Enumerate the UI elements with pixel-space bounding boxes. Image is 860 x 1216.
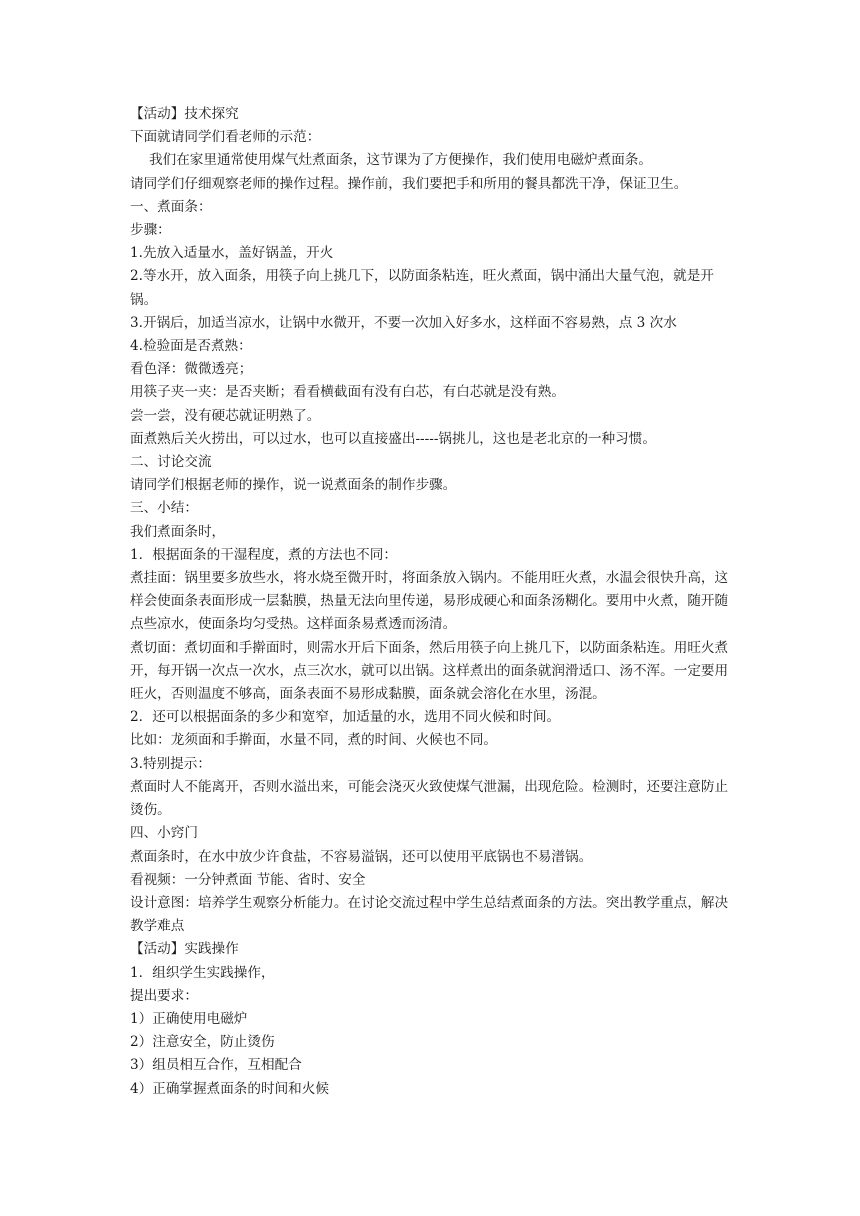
paragraph: 用筷子夹一夹：是否夹断；看看横截面有没有白芯，有白芯就是没有熟。 [130,384,565,401]
steps-label: 步骤： [130,222,171,239]
step-item: 1.先放入适量水，盖好锅盖，开火 [130,245,334,262]
paragraph: 我们在家里通常使用煤气灶煮面条，这节课为了方便操作，我们使用电磁炉煮面条。 [149,152,652,169]
list-item: 3）组员相互合作，互相配合 [130,1057,302,1074]
paragraph: 比如：龙须面和手擀面，水量不同，煮的时间、火候也不同。 [130,732,498,749]
section-heading-activity-practice: 【活动】实践操作 [130,941,239,958]
paragraph: 面煮熟后关火捞出，可以过水，也可以直接盛出-----锅挑儿，这也是老北京的一种习惯。 [130,430,656,447]
step-item: 4.检验面是否煮熟： [130,338,252,355]
list-item: 2．还可以根据面条的多少和宽窄，加适量的水，选用不同火候和时间。 [130,709,561,726]
section-heading-summary: 三、小结： [130,500,198,517]
list-item: 2）注意安全，防止烫伤 [130,1034,275,1051]
section-heading-cook-noodles: 一、煮面条： [130,198,212,215]
section-heading-activity-explore: 【活动】技术探究 [130,106,239,122]
list-item: 1．根据面条的干湿程度，煮的方法也不同： [130,546,397,563]
step-item: 2.等水开，放入面条，用筷子向上挑几下，以防面条粘连，旺火煮面，锅中涌出大量气泡，就是开锅。 [130,268,714,308]
paragraph: 煮面条时，在水中放少许食盐，不容易溢锅，还可以使用平底锅也不易潽锅。 [130,848,593,865]
paragraph: 煮切面：煮切面和手擀面时，则需水开后下面条，然后用筷子向上挑几下，以防面条粘连。用旺火煮开，每开锅一次点一次水，点三次水，就可以出锅。这样煮出的面条就润滑适口、汤不浑。一定要用旺火，否则温度不够高，面条表面不易形成黏膜，面条就会溶化在水里，汤混。 [130,639,729,703]
document-body [130,103,734,1101]
section-heading-discussion: 二、讨论交流 [130,454,212,471]
paragraph: 请同学们根据老师的操作，说一说煮面条的制作步骤。 [130,477,457,494]
step-item: 3.开锅后，加适当凉水，让锅中水微开，不要一次加入好多水，这样面不容易熟，点 3 次水 [130,314,677,331]
paragraph: 下面就请同学们看老师的示范： [130,129,321,146]
list-item: 1）正确使用电磁炉 [130,1010,248,1027]
list-item: 4）正确掌握煮面条的时间和火候 [130,1080,329,1097]
paragraph: 我们煮面条时， [130,523,226,540]
paragraph: 提出要求： [130,987,198,1004]
list-item: 1．组织学生实践操作， [130,964,275,981]
paragraph: 煮挂面：锅里要多放些水，将水烧至微开时，将面条放入锅内。不能用旺火煮，水温会很快升高，这样会使面条表面形成一层黏膜，热量无法向里传递，易形成硬心和面条汤糊化。要用中火煮，随开随点些凉水，使面条均匀受热。这样面条易煮透而汤清。 [130,570,729,633]
paragraph: 看色泽：微微透亮； [130,361,253,378]
paragraph: 看视频：一分钟煮面 节能、省时、安全 [130,871,366,888]
section-heading-tips: 四、小窍门 [130,825,198,842]
paragraph: 设计意图：培养学生观察分析能力。在讨论交流过程中学生总结煮面条的方法。突出教学重点，解决教学难点 [130,894,729,935]
list-item: 3.特别提示： [130,755,211,772]
paragraph: 煮面时人不能离开，否则水溢出来，可能会浇灭火致使煤气泄漏，出现危险。检测时，还要注意防止烫伤。 [130,778,729,819]
paragraph: 尝一尝，没有硬芯就证明熟了。 [130,407,321,424]
paragraph: 请同学们仔细观察老师的操作过程。操作前，我们要把手和所用的餐具都洗干净，保证卫生。 [130,175,688,192]
